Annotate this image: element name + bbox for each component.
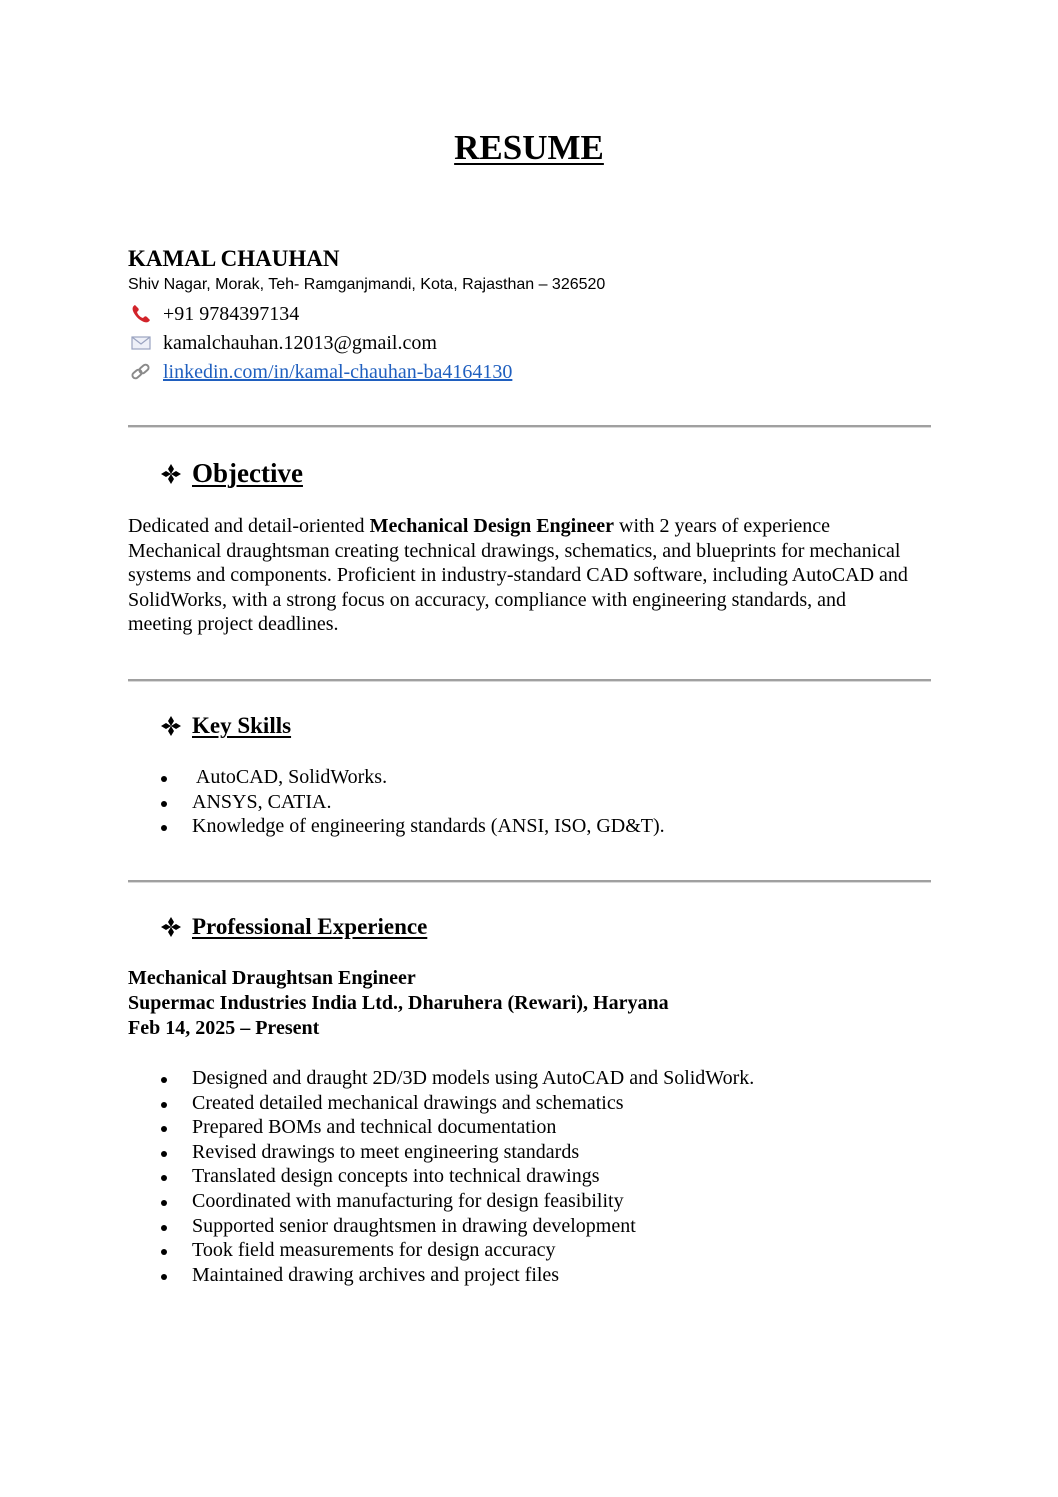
- bullet-dot: [161, 825, 167, 831]
- list-item: [128, 765, 665, 790]
- objective-heading-label: Objective: [192, 458, 303, 488]
- objective-text: [128, 514, 908, 637]
- objective-role: Mechanical Design Engineer: [369, 515, 614, 537]
- diamond-bullet-icon: [160, 463, 182, 485]
- list-item: [128, 814, 665, 839]
- job-dates: Feb 14, 2025 – Present: [128, 1017, 320, 1039]
- duty-text: Designed and draught 2D/3D models using AutoCAD and SolidWork.: [192, 1067, 755, 1089]
- list-item: [128, 1091, 754, 1116]
- duty-text: Prepared BOMs and technical documentation: [192, 1116, 557, 1139]
- duty-text: Coordinated with manufacturing for design feasibility: [192, 1189, 624, 1212]
- duty-text: Maintained drawing archives and project files: [192, 1263, 560, 1286]
- list-item: [128, 1164, 754, 1189]
- duty-text: Translated design concepts into technical drawings: [192, 1165, 600, 1188]
- bullet-dot: [161, 1077, 167, 1083]
- skills-heading: [160, 713, 291, 739]
- job-company: Supermac Industries India Ltd., Dharuhera (Rewari), Haryana: [128, 992, 669, 1014]
- objective-text-rest: with 2 years of experience Mechanical draughtsman creating technical drawings, schematics, and blueprints for mechanical systems and components. Proficient in industry-standard CAD software, including AutoCAD and SolidWorks, with a strong focus on accuracy, compliance with engineering standards, and meeting project deadlines.: [128, 515, 908, 636]
- email-address: kamalchauhan.12013@gmail.com: [163, 331, 437, 354]
- phone-number: +91 9784397134: [163, 302, 300, 325]
- candidate-name: KAMAL CHAUHAN: [128, 246, 340, 271]
- bullet-dot: [161, 801, 167, 807]
- skill-text: AutoCAD, SolidWorks.: [192, 766, 388, 788]
- skill-text: Knowledge of engineering standards (ANSI, ISO, GD&T).: [192, 815, 665, 838]
- duty-text: Created detailed mechanical drawings and schematics: [192, 1091, 624, 1114]
- objective-text-start: Dedicated and detail-oriented: [128, 515, 370, 537]
- objective-heading: [160, 458, 303, 489]
- list-item: [128, 1066, 754, 1091]
- bullet-dot: [161, 1151, 167, 1157]
- skills-list: [128, 765, 665, 839]
- list-item: [128, 790, 665, 815]
- bullet-dot: [161, 1274, 167, 1280]
- bullet-dot: [161, 1126, 167, 1132]
- bullet-dot: [161, 1102, 167, 1108]
- skill-text: ANSYS, CATIA.: [192, 790, 332, 813]
- job-header: [128, 966, 669, 1041]
- bullet-dot: [161, 1225, 167, 1231]
- duty-text: Supported senior draughtsmen in drawing development: [192, 1214, 636, 1237]
- section-divider: [128, 679, 931, 682]
- email-row: [130, 330, 437, 356]
- job-role: Mechanical Draughtsan Engineer: [128, 967, 416, 989]
- duty-text: Took field measurements for design accuracy: [192, 1239, 556, 1262]
- diamond-bullet-icon: [160, 715, 182, 737]
- link-icon: [130, 361, 152, 383]
- bullet-dot: [161, 1200, 167, 1206]
- candidate-address: Shiv Nagar, Morak, Teh- Ramganjmandi, Kota, Rajasthan – 326520: [128, 276, 606, 293]
- page-title: RESUME: [454, 128, 604, 167]
- list-item: [128, 1238, 754, 1263]
- phone-row: [130, 301, 299, 327]
- experience-heading: [160, 914, 427, 940]
- duty-text: Revised drawings to meet engineering standards: [192, 1140, 580, 1163]
- bullet-dot: [161, 776, 167, 782]
- bullet-dot: [161, 1249, 167, 1255]
- list-item: [128, 1115, 754, 1140]
- list-item: [128, 1189, 754, 1214]
- experience-list: [128, 1066, 754, 1287]
- list-item: [128, 1214, 754, 1239]
- diamond-bullet-icon: [160, 916, 182, 938]
- phone-icon: [130, 303, 152, 325]
- section-divider: [128, 880, 931, 883]
- linkedin-row: [130, 359, 512, 385]
- section-divider: [128, 425, 931, 428]
- list-item: [128, 1140, 754, 1165]
- list-item: [128, 1263, 754, 1288]
- mail-icon: [130, 332, 152, 354]
- bullet-dot: [161, 1175, 167, 1181]
- skills-heading-label: Key Skills: [192, 713, 292, 738]
- experience-heading-label: Professional Experience: [192, 914, 428, 939]
- linkedin-link[interactable]: linkedin.com/in/kamal-chauhan-ba4164130: [163, 360, 513, 383]
